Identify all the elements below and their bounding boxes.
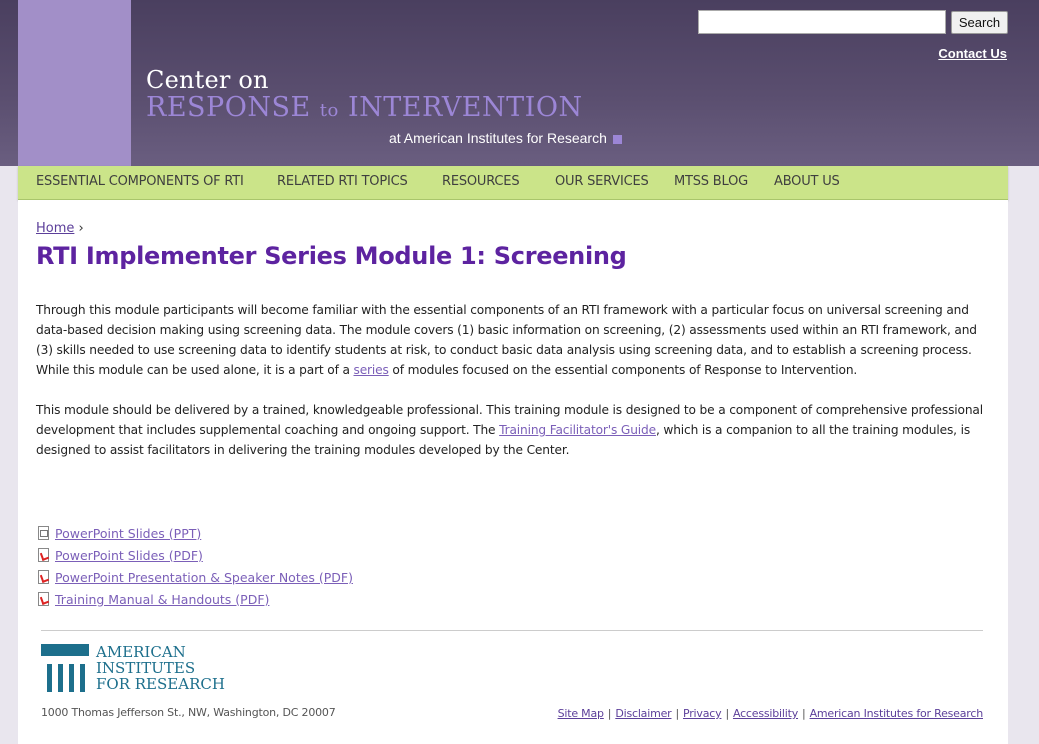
download-item <box>38 566 353 588</box>
footer-separator: | <box>607 707 612 720</box>
delivery-text-after: , which is a companion to all the training modules, is designed to assist facilitators in delivering the training modules developed by the Center. <box>36 423 971 457</box>
intro-text-before: Through this module participants will become familiar with the essential components of an RTI framework with a particular focus on universal screening and data-based decision making using screening data. The module covers (1) basic information on screening, (2) assessments used within an RTI framework, and (3) skills needed to use screening data to identify students at risk, to conduct basic data analysis using screening data, and to establish a screening process. While this module can be used alone, it is a part of a <box>36 303 977 377</box>
nav-resources[interactable]: RESOURCES <box>442 174 520 189</box>
logo-center-on: Center on <box>146 66 269 94</box>
main-content <box>18 200 1008 744</box>
download-item <box>38 544 353 566</box>
breadcrumb-home-link[interactable]: Home <box>36 221 75 236</box>
logo-air-tagline <box>389 130 622 146</box>
logo-rti <box>146 92 583 123</box>
air-logo-line: AMERICAN <box>96 643 186 661</box>
contact-us-link[interactable]: Contact Us <box>938 46 1007 61</box>
header-accent-band <box>18 0 131 166</box>
search-button[interactable]: Search <box>951 11 1008 34</box>
logo-response: RESPONSE <box>146 92 311 123</box>
square-icon <box>613 135 622 144</box>
search-input[interactable] <box>698 10 946 34</box>
download-speaker-notes-link[interactable]: PowerPoint Presentation & Speaker Notes (PDF) <box>55 569 353 585</box>
pdf-file-icon <box>38 592 49 606</box>
download-item <box>38 588 353 610</box>
download-pdf-slides-link[interactable]: PowerPoint Slides (PDF) <box>55 547 203 563</box>
footer-air-link[interactable]: American Institutes for Research <box>809 707 983 720</box>
nav-related-rti-topics[interactable]: RELATED RTI TOPICS <box>277 174 408 189</box>
footer-links <box>558 707 983 720</box>
nav-essential-components[interactable]: ESSENTIAL COMPONENTS OF RTI <box>36 174 244 189</box>
footer-separator: | <box>675 707 679 720</box>
facilitator-guide-link[interactable]: Training Facilitator's Guide <box>499 423 656 437</box>
delivery-text-before: This module should be delivered by a trained, knowledgeable professional. This training module is designed to be a component of comprehensive professional development that includes supplemental coaching and ongoing support. The <box>36 403 983 437</box>
air-column-logo-icon <box>41 644 89 692</box>
air-logo-line: FOR RESEARCH <box>96 675 225 693</box>
breadcrumb-separator: › <box>78 221 84 236</box>
footer-separator: | <box>725 707 729 720</box>
series-link[interactable]: series <box>353 363 389 377</box>
site-header <box>0 0 1039 166</box>
ppt-file-icon <box>38 526 49 540</box>
delivery-paragraph <box>36 400 990 460</box>
intro-paragraph <box>36 300 990 380</box>
intro-text-after: of modules focused on the essential components of Response to Intervention. <box>388 363 858 377</box>
footer-separator: | <box>802 707 806 720</box>
page-title: RTI Implementer Series Module 1: Screening <box>36 242 627 270</box>
logo-tagline-text: at American Institutes for Research <box>389 130 607 146</box>
download-training-manual-link[interactable]: Training Manual & Handouts (PDF) <box>55 591 270 607</box>
main-nav <box>18 166 1008 200</box>
pdf-file-icon <box>38 570 49 584</box>
air-logo-line: INSTITUTES <box>96 659 196 677</box>
air-logo-text <box>96 644 256 692</box>
footer-address: 1000 Thomas Jefferson St., NW, Washington, DC 20007 <box>41 706 336 719</box>
footer-disclaimer-link[interactable]: Disclaimer <box>615 707 672 720</box>
footer-privacy-link[interactable]: Privacy <box>683 707 722 720</box>
download-ppt-slides-link[interactable]: PowerPoint Slides (PPT) <box>55 525 202 541</box>
footer-divider <box>41 630 983 631</box>
nav-about-us[interactable]: ABOUT US <box>774 174 840 189</box>
footer-accessibility-link[interactable]: Accessibility <box>732 707 799 720</box>
logo-intervention: INTERVENTION <box>347 92 583 123</box>
nav-our-services[interactable]: OUR SERVICES <box>555 174 649 189</box>
logo-to: to <box>319 100 339 121</box>
download-item <box>38 522 353 544</box>
pdf-file-icon <box>38 548 49 562</box>
download-list <box>38 522 353 610</box>
nav-mtss-blog[interactable]: MTSS BLOG <box>674 174 748 189</box>
breadcrumb <box>36 221 84 236</box>
footer-site-map-link[interactable]: Site Map <box>557 707 604 720</box>
